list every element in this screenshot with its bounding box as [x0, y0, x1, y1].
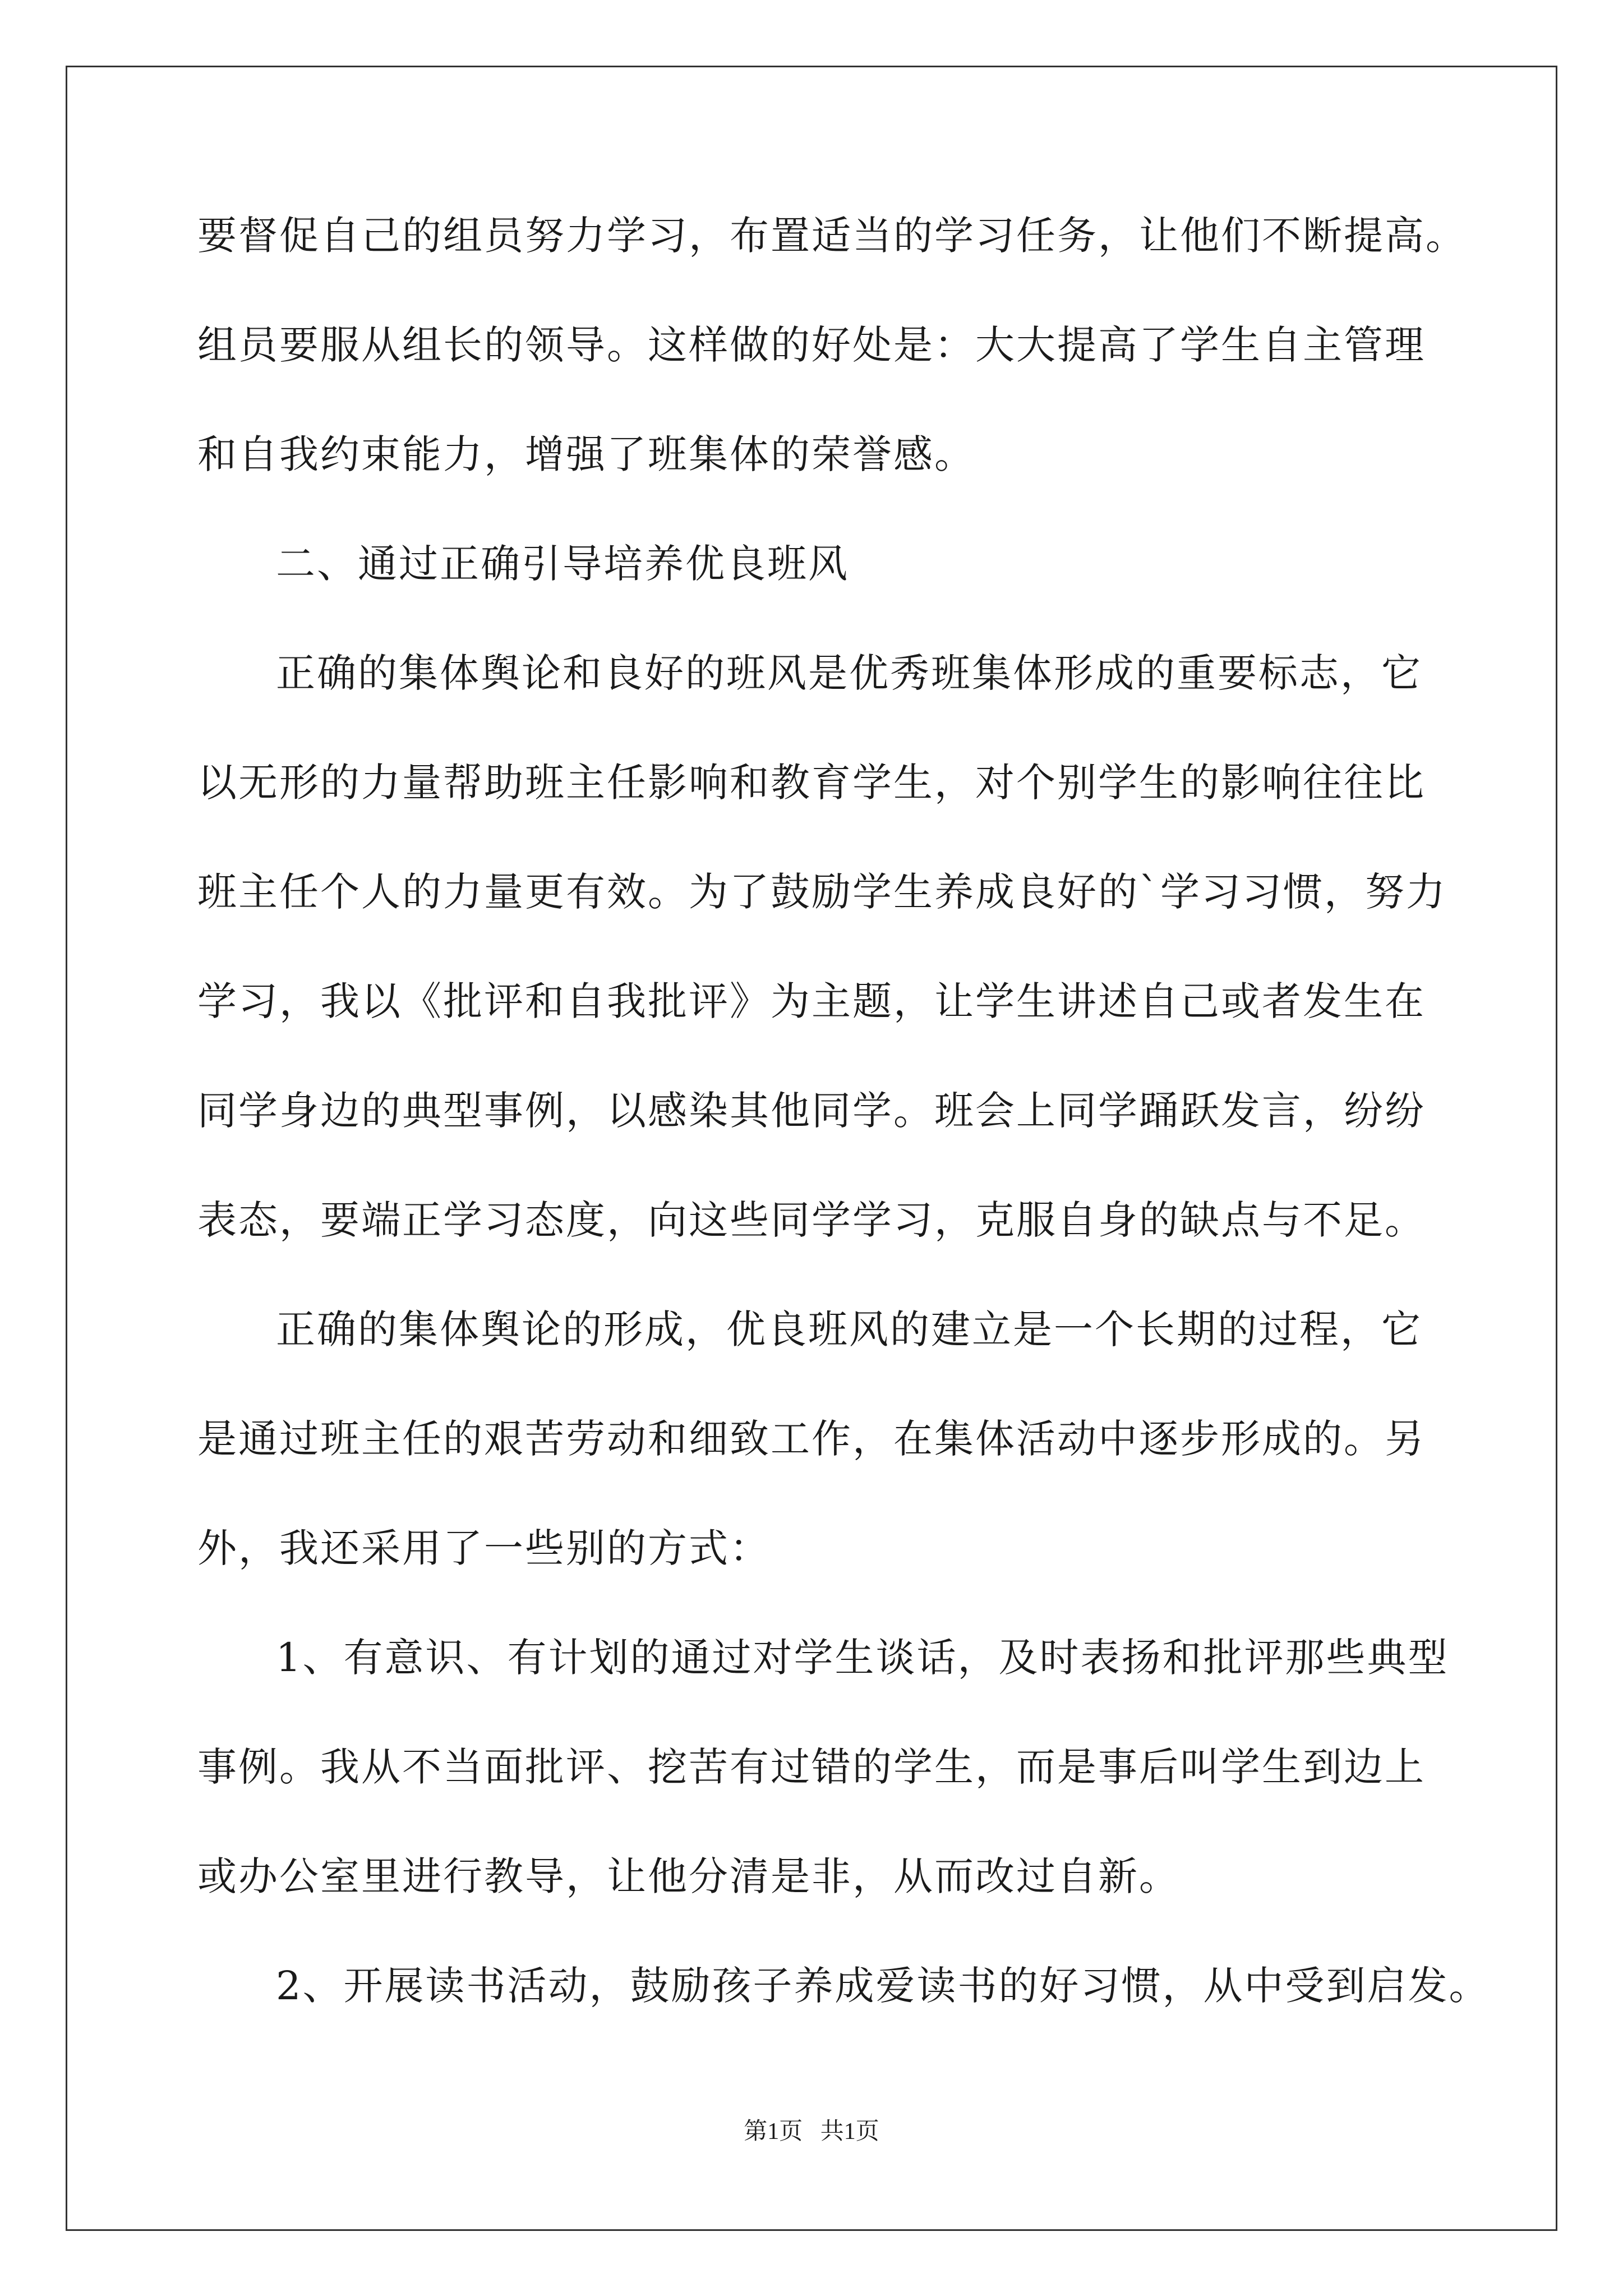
text-line: 或办公室里进行教导，让他分清是非，从而改过自新。: [197, 1853, 1180, 1899]
section-heading: 二、通过正确引导培养优良班风: [276, 541, 849, 587]
text-line: 学习，我以《批评和自我批评》为主题，让学生讲述自己或者发生在: [197, 978, 1426, 1024]
text-line: 班主任个人的力量更有效。为了鼓励学生养成良好的`学习习惯，努力: [197, 869, 1447, 915]
text-line: 外，我还采用了一些别的方式：: [197, 1525, 771, 1571]
text-line: 是通过班主任的艰苦劳动和细致工作，在集体活动中逐步形成的。另: [197, 1416, 1426, 1462]
text-line: 正确的集体舆论的形成，优良班风的建立是一个长期的过程，它: [276, 1306, 1422, 1352]
text-line: 组员要服从组长的领导。这样做的好处是：大大提高了学生自主管理: [197, 322, 1426, 368]
text-line: 以无形的力量帮助班主任影响和教育学生，对个别学生的影响往往比: [197, 760, 1426, 806]
text-line: 同学身边的典型事例，以感染其他同学。班会上同学踊跃发言，纷纷: [197, 1088, 1426, 1134]
page-border: [66, 66, 1557, 2231]
page-footer: 第1页 共1页: [744, 2119, 879, 2145]
text-line: 要督促自己的组员努力学习，布置适当的学习任务，让他们不断提高。: [197, 213, 1467, 259]
text-line: 正确的集体舆论和良好的班风是优秀班集体形成的重要标志，它: [276, 650, 1422, 696]
text-line: 和自我约束能力，增强了班集体的荣誉感。: [197, 431, 975, 477]
text-line: 事例。我从不当面批评、挖苦有过错的学生，而是事后叫学生到边上: [197, 1744, 1426, 1790]
text-line: 2、开展读书活动，鼓励孩子养成爱读书的好习惯，从中受到启发。: [276, 1963, 1490, 2009]
text-line: 表态，要端正学习态度，向这些同学学习，克服自身的缺点与不足。: [197, 1197, 1426, 1243]
text-line: 1、有意识、有计划的通过对学生谈话，及时表扬和批评那些典型: [276, 1635, 1449, 1681]
